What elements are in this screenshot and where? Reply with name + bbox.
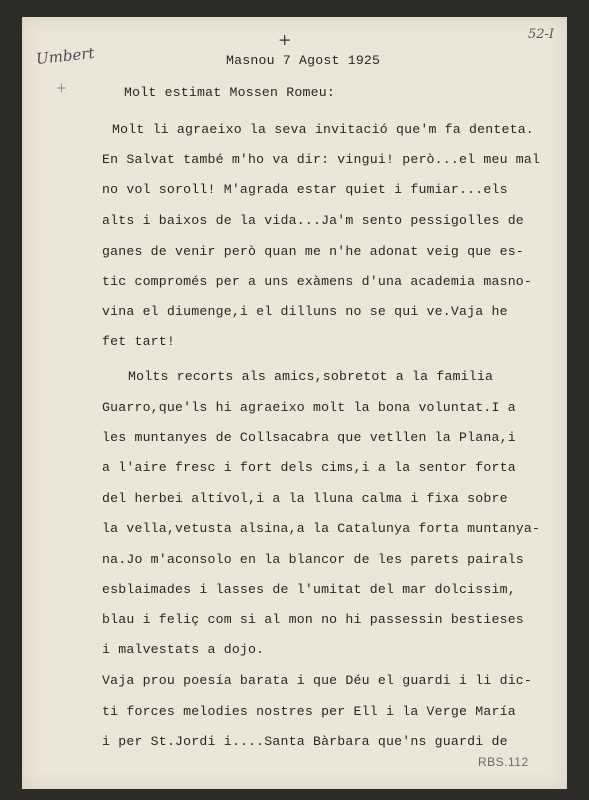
letter-line: Molts recorts als amics,sobretot a la familia bbox=[128, 369, 494, 384]
page-number: 52-I bbox=[528, 27, 555, 42]
letter-line: na.Jo m'aconsolo en la blancor de les parets pairals bbox=[102, 552, 524, 567]
handwritten-note: Umbert bbox=[35, 43, 96, 69]
letter-date: Masnou 7 Agost 1925 bbox=[226, 53, 381, 68]
letter-line: a l'aire fresc i fort dels cims,i a la sentor forta bbox=[102, 460, 516, 475]
letter-page bbox=[22, 17, 567, 789]
letter-line: les muntanyes de Collsacabra que vetllen la Plana,i bbox=[102, 430, 516, 445]
letter-line: ti forces melodies nostres per Ell i la Verge María bbox=[102, 704, 516, 719]
letter-line: del herbei altívol,i a la lluna calma i fixa sobre bbox=[102, 491, 508, 506]
letter-line: ganes de venir però quan me n'he adonat veig que es- bbox=[102, 244, 524, 259]
letter-line: fet tart! bbox=[102, 334, 176, 349]
letter-line: Vaja prou poesía barata i que Déu el guardi i li dic- bbox=[102, 673, 533, 688]
letter-line: la vella,vetusta alsina,a la Catalunya forta muntanya- bbox=[102, 521, 541, 536]
letter-line: esblaimades i lasses de l'umitat del mar dolcissim, bbox=[102, 582, 516, 597]
letter-line: vina el diumenge,i el dilluns no se qui ve.Vaja he bbox=[102, 304, 508, 319]
letter-line: tic compromés per a uns exàmens d'una academia masno- bbox=[102, 274, 533, 289]
archive-stamp: RBS.112 bbox=[478, 755, 529, 769]
letter-line: blau i feliç com si al mon no hi passessin bestieses bbox=[102, 612, 524, 627]
letter-line: no vol soroll! M'agrada estar quiet i fumiar...els bbox=[102, 182, 508, 197]
letter-line: alts i baixos de la vida...Ja'm sento pessigolles de bbox=[102, 213, 524, 228]
handwritten-mark: + bbox=[56, 81, 67, 96]
letter-line: i per St.Jordi i....Santa Bàrbara que'ns guardi de bbox=[102, 734, 508, 749]
letter-line: En Salvat també m'ho va dir: vingui! però...el meu mal bbox=[102, 152, 541, 167]
letter-line: i malvestats a dojo. bbox=[102, 642, 265, 657]
letter-line: Molt li agraeixo la seva invitació que'm fa denteta. bbox=[112, 122, 534, 137]
letter-line: Guarro,que'ls hi agraeixo molt la bona voluntat.I a bbox=[102, 400, 516, 415]
letter-salutation: Molt estimat Mossen Romeu: bbox=[124, 85, 335, 100]
cross-mark: + bbox=[278, 30, 292, 49]
